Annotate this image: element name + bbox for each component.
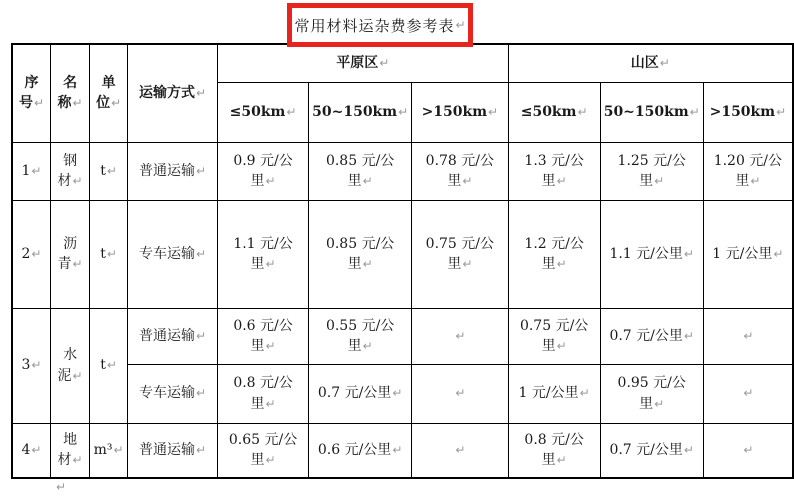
cell-transport-mode[interactable]: 普通运输↵ (128, 308, 218, 364)
paragraph-mark-icon: ↵ (462, 174, 473, 188)
table-row-asphalt (12, 200, 793, 308)
header-row-groups (12, 44, 793, 82)
paragraph-mark-icon: ↵ (654, 174, 665, 188)
header-mountain-dist-2[interactable]: 50~150km↵ (600, 82, 703, 142)
cell-unit[interactable]: t↵ (90, 308, 128, 423)
paragraph-mark-icon: ↵ (683, 443, 694, 458)
cell-serial[interactable]: 4↵ (12, 423, 50, 478)
paragraph-mark-icon: ↵ (195, 443, 207, 458)
table-row-steel (12, 142, 793, 200)
price-cell[interactable]: 1 元/公里↵ (508, 364, 600, 423)
paragraph-mark-icon: ↵ (72, 368, 83, 383)
paragraph-mark-icon: ↵ (362, 257, 373, 271)
paragraph-mark-icon: ↵ (31, 358, 42, 373)
header-transport-mode[interactable]: 运输方式↵ (128, 44, 218, 142)
title-highlight-box (287, 3, 473, 47)
paragraph-mark-icon: ↵ (773, 246, 784, 261)
header-plain-dist-3[interactable]: >150km↵ (412, 82, 508, 142)
header-mountain-dist-3[interactable]: >150km↵ (703, 82, 793, 142)
paragraph-mark-icon: ↵ (398, 104, 409, 119)
header-mountain-group[interactable]: 山区↵ (508, 44, 793, 82)
paragraph-mark-icon: ↵ (265, 339, 276, 353)
paragraph-mark-icon: ↵ (106, 358, 117, 373)
cell-transport-mode[interactable]: 专车运输↵ (128, 200, 218, 308)
paragraph-mark-icon: ↵ (455, 328, 466, 343)
price-cell-empty[interactable] (412, 308, 508, 364)
paragraph-mark-icon: ↵ (743, 328, 754, 343)
cell-transport-mode[interactable]: 专车运输↵ (128, 364, 218, 423)
price-cell[interactable]: 0.6 元/公 里↵ (217, 308, 308, 364)
paragraph-mark-icon: ↵ (265, 174, 276, 188)
paragraph-mark-icon: ↵ (362, 174, 373, 188)
document-paragraph-mark[interactable] (55, 479, 66, 495)
paragraph-mark-icon: ↵ (455, 443, 466, 458)
paragraph-mark-icon: ↵ (556, 453, 567, 468)
paragraph-mark-icon: ↵ (455, 386, 466, 401)
paragraph-mark-icon: ↵ (577, 104, 588, 119)
paragraph-mark-icon: ↵ (265, 453, 276, 468)
cell-material-name[interactable]: 钢 材↵ (50, 142, 89, 200)
price-cell[interactable]: 0.8 元/公 里↵ (217, 364, 308, 423)
paragraph-mark-icon: ↵ (556, 257, 567, 271)
paragraph-mark-icon: ↵ (31, 443, 42, 458)
paragraph-mark-icon: ↵ (462, 257, 473, 271)
paragraph-mark-icon: ↵ (362, 339, 373, 353)
price-cell[interactable]: 1.20 元/公 里↵ (703, 142, 793, 200)
cell-transport-mode[interactable]: 普通运输↵ (128, 142, 218, 200)
price-cell[interactable]: 0.7 元/公里↵ (600, 423, 703, 478)
paragraph-mark-icon: ↵ (556, 339, 567, 353)
header-plain-dist-2[interactable]: 50~150km↵ (309, 82, 412, 142)
price-cell[interactable]: 0.9 元/公 里↵ (217, 142, 308, 200)
price-cell-empty[interactable] (412, 423, 508, 478)
header-plain-group[interactable]: 平原区↵ (217, 44, 508, 82)
paragraph-mark-icon: ↵ (265, 396, 276, 411)
cell-material-name[interactable]: 水 泥↵ (50, 308, 89, 423)
price-cell[interactable]: 1.3 元/公 里↵ (508, 142, 600, 200)
price-cell[interactable]: 1.1 元/公 里↵ (217, 200, 308, 308)
paragraph-mark-icon: ↵ (72, 96, 83, 111)
price-cell-empty[interactable] (703, 308, 793, 364)
cell-serial[interactable]: 1↵ (12, 142, 50, 200)
price-cell[interactable]: 1.2 元/公 里↵ (508, 200, 600, 308)
price-cell[interactable]: 1.25 元/公 里↵ (600, 142, 703, 200)
header-name[interactable]: 名 称↵ (50, 44, 89, 142)
header-unit[interactable]: 单 位↵ (90, 44, 128, 142)
price-cell[interactable]: 0.75 元/公 里↵ (508, 308, 600, 364)
price-cell[interactable]: 0.7 元/公里↵ (600, 308, 703, 364)
cell-serial[interactable]: 3↵ (12, 308, 50, 423)
paragraph-mark-icon: ↵ (750, 174, 761, 188)
price-cell[interactable]: 1 元/公里↵ (703, 200, 793, 308)
price-cell-empty[interactable] (412, 364, 508, 423)
cell-material-name[interactable]: 沥 青↵ (50, 200, 89, 308)
paragraph-mark-icon: ↵ (683, 328, 694, 343)
paragraph-mark-icon: ↵ (195, 163, 207, 178)
paragraph-mark-icon: ↵ (392, 386, 403, 401)
price-cell[interactable]: 0.78 元/公 里↵ (412, 142, 508, 200)
paragraph-mark-icon: ↵ (488, 104, 499, 119)
paragraph-mark-icon: ↵ (195, 328, 207, 343)
paragraph-mark-icon: ↵ (579, 386, 590, 401)
paragraph-mark-icon: ↵ (683, 246, 694, 261)
paragraph-mark-icon: ↵ (776, 104, 787, 119)
price-cell[interactable]: 0.7 元/公里↵ (309, 364, 412, 423)
paragraph-mark-icon: ↵ (72, 453, 83, 468)
paragraph-mark-icon: ↵ (743, 443, 754, 458)
paragraph-mark-icon: ↵ (33, 96, 45, 111)
paragraph-mark-icon: ↵ (455, 18, 466, 32)
cell-unit[interactable]: t↵ (90, 142, 128, 200)
cell-unit[interactable]: t↵ (90, 200, 128, 308)
paragraph-mark-icon: ↵ (111, 96, 122, 111)
paragraph-mark-icon: ↵ (106, 246, 117, 261)
paragraph-mark-icon: ↵ (286, 104, 297, 119)
table-row-cement-ordinary (12, 308, 793, 364)
price-cell[interactable]: 1.1 元/公里↵ (600, 200, 703, 308)
paragraph-mark-icon: ↵ (72, 257, 83, 271)
paragraph-mark-icon: ↵ (689, 104, 700, 119)
cell-material-name[interactable]: 地 材↵ (50, 423, 89, 478)
paragraph-mark-icon: ↵ (31, 163, 42, 178)
price-cell[interactable]: 0.55 元/公 里↵ (309, 308, 412, 364)
cell-unit[interactable]: m³↵ (90, 423, 128, 478)
price-cell[interactable]: 0.75 元/公 里↵ (412, 200, 508, 308)
price-cell[interactable]: 0.6 元/公里↵ (309, 423, 412, 478)
paragraph-mark-icon: ↵ (743, 386, 754, 401)
cell-serial[interactable]: 2↵ (12, 200, 50, 308)
paragraph-mark-icon: ↵ (379, 56, 390, 71)
paragraph-mark-icon: ↵ (113, 443, 124, 458)
price-cell-empty[interactable] (703, 423, 793, 478)
header-mountain-dist-1[interactable]: ≤50km↵ (508, 82, 600, 142)
paragraph-mark-icon: ↵ (265, 257, 276, 271)
price-cell[interactable]: 0.65 元/公 里↵ (217, 423, 308, 478)
table-row-local-material (12, 423, 793, 478)
price-cell[interactable]: 0.8 元/公 里↵ (508, 423, 600, 478)
paragraph-mark-icon: ↵ (72, 174, 83, 188)
paragraph-mark-icon: ↵ (659, 56, 670, 71)
paragraph-mark-icon: ↵ (195, 246, 207, 261)
price-cell-empty[interactable] (703, 364, 793, 423)
cell-transport-mode[interactable]: 普通运输↵ (128, 423, 218, 478)
paragraph-mark-icon: ↵ (106, 163, 117, 178)
price-cell[interactable]: 0.85 元/公 里↵ (309, 200, 412, 308)
page-title[interactable]: 常用材料运杂费参考表 (294, 16, 455, 35)
paragraph-mark-icon: ↵ (195, 86, 207, 101)
paragraph-mark-icon: ↵ (654, 396, 665, 411)
header-serial[interactable]: 序 号↵ (12, 44, 50, 142)
table-row-cement-special (12, 364, 793, 423)
price-cell[interactable]: 0.85 元/公 里↵ (309, 142, 412, 200)
paragraph-mark-icon: ↵ (392, 443, 403, 458)
paragraph-mark-icon: ↵ (556, 174, 567, 188)
paragraph-mark-icon: ↵ (195, 386, 207, 401)
price-cell[interactable]: 0.95 元/公 里↵ (600, 364, 703, 423)
header-plain-dist-1[interactable]: ≤50km↵ (217, 82, 308, 142)
freight-rates-table (11, 43, 794, 479)
paragraph-mark-icon: ↵ (31, 246, 42, 261)
paragraph-mark-icon: ↵ (56, 480, 67, 494)
